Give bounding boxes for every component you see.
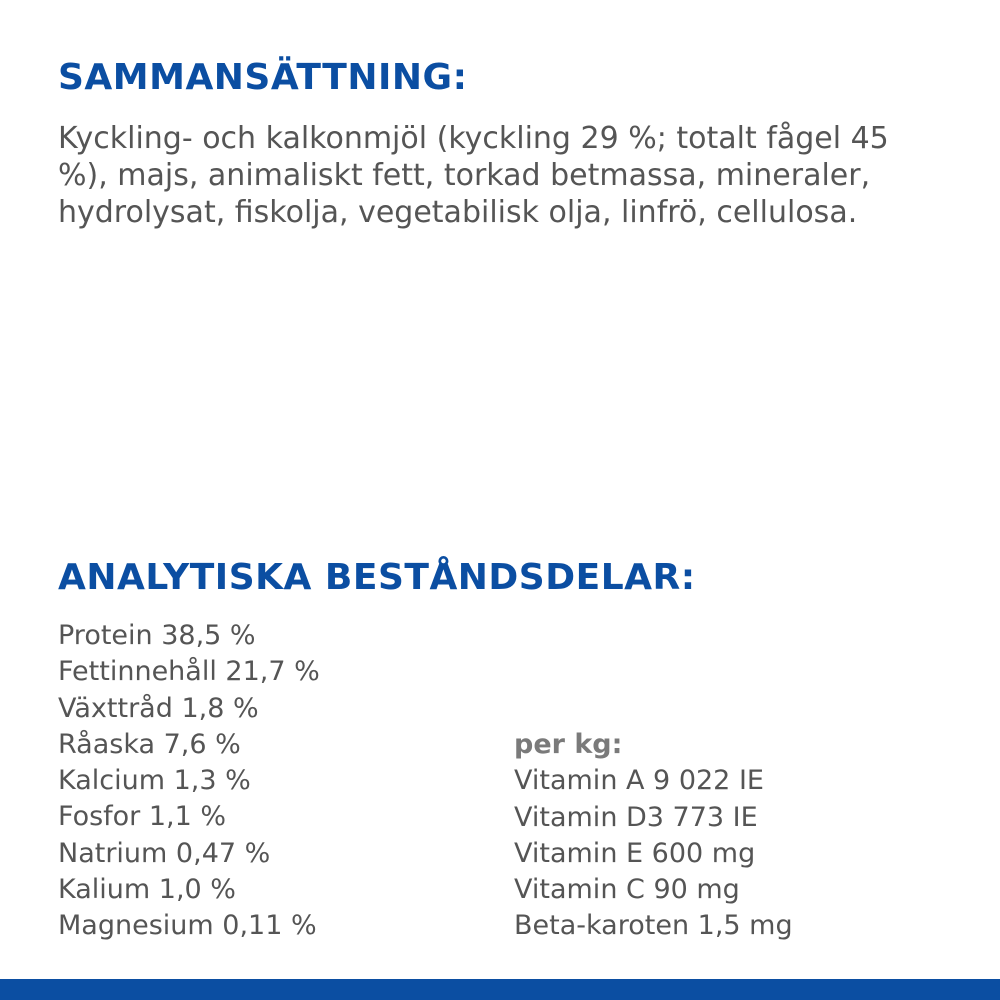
analytical-item: Fosfor 1,1 % — [58, 801, 227, 833]
vitamin-item: Vitamin A 9 022 IE — [514, 765, 764, 797]
bottom-accent-bar — [0, 979, 1000, 1000]
analytical-item: Magnesium 0,11 % — [58, 910, 317, 942]
analytical-item: Kalium 1,0 % — [58, 874, 236, 906]
analytical-item: Växttråd 1,8 % — [58, 692, 259, 724]
analytical-constituents-list — [58, 618, 320, 945]
composition-heading: SAMMANSÄTTNING: — [58, 57, 468, 98]
analytical-item: Fettinnehåll 21,7 % — [58, 656, 320, 688]
analytical-item: Protein 38,5 % — [58, 620, 256, 651]
composition-text: Kyckling- och kalkonmjöl (kyckling 29 %; totalt fågel 45 %), majs, animaliskt fett, torkad betmassa, mineraler, hydrolysat, fiskolja, vegetabilisk olja, linfrö, cellulosa. — [58, 121, 889, 230]
analytical-heading: ANALYTISKA BESTÅNDSDELAR: — [58, 557, 696, 598]
analytical-item: Råaska 7,6 % — [58, 728, 241, 760]
vitamin-item: Beta-karoten 1,5 mg — [514, 910, 793, 942]
vitamin-item: Vitamin C 90 mg — [514, 874, 740, 906]
vitamin-item: Vitamin D3 773 IE — [514, 801, 758, 833]
analytical-item: Natrium 0,47 % — [58, 837, 271, 869]
vitamin-item: Vitamin E 600 mg — [514, 837, 756, 869]
vitamins-list — [514, 727, 793, 945]
per-kg-label: per kg: — [514, 729, 623, 760]
analytical-item: Kalcium 1,3 % — [58, 765, 251, 797]
